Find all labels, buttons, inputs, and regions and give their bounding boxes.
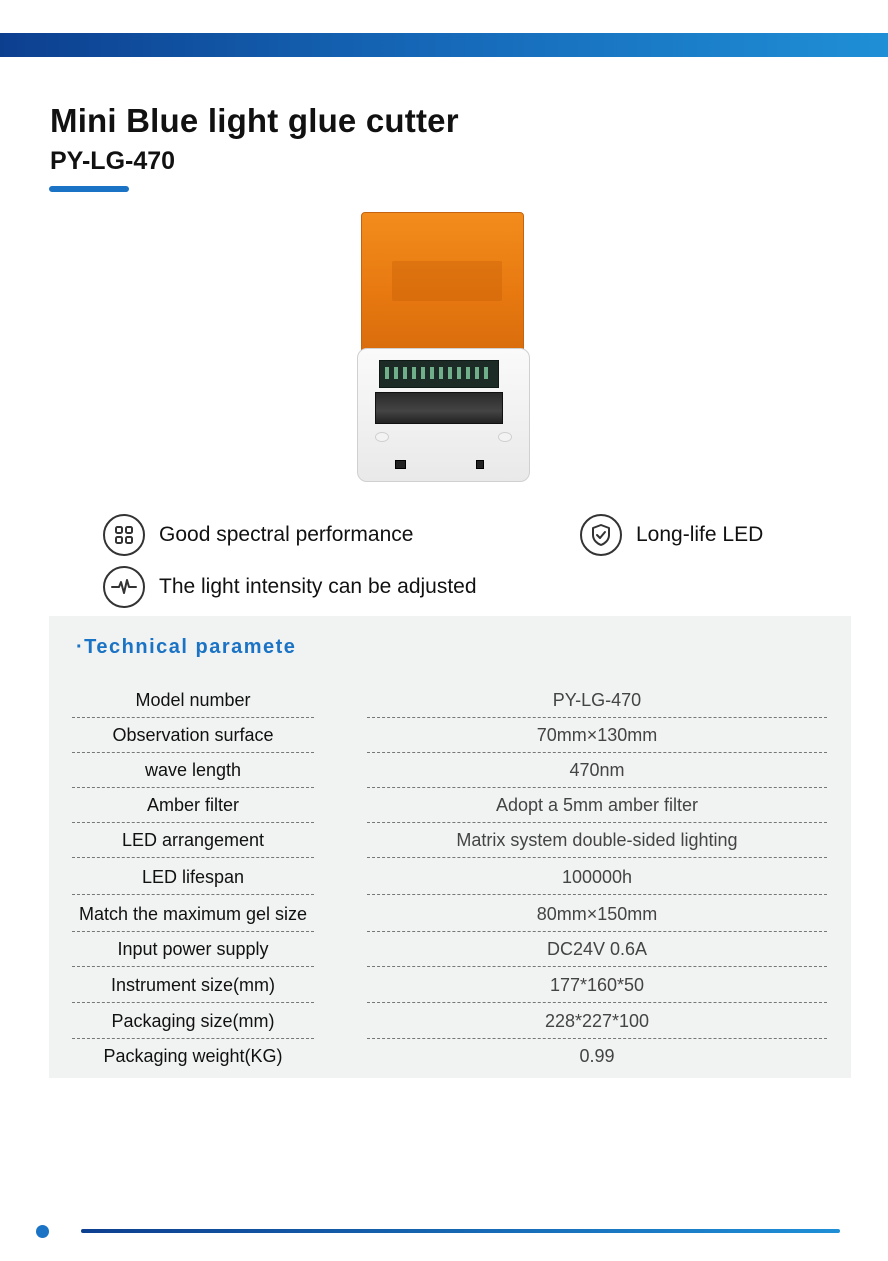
page-title: Mini Blue light glue cutter [50, 102, 459, 139]
table-row [0, 1039, 888, 1074]
model-subtitle: PY-LG-470 [50, 147, 176, 175]
spec-label: Input power supply [117, 939, 269, 959]
feature-spectral [103, 514, 413, 556]
spec-label: Packaging size(mm) [111, 1011, 275, 1031]
shield-check-icon [580, 514, 622, 556]
divider [367, 966, 827, 967]
spec-label: LED arrangement [121, 830, 265, 850]
divider [367, 1002, 827, 1003]
feature-label: Long-life LED [636, 523, 764, 546]
footer-line [81, 1229, 840, 1233]
divider [72, 1002, 314, 1003]
table-row [0, 823, 888, 858]
table-row [0, 788, 888, 823]
footer-dot [36, 1225, 49, 1238]
spec-value: Matrix system double-sided lighting [456, 830, 738, 850]
table-row [0, 683, 888, 718]
spec-value: 177*160*50 [549, 975, 645, 995]
table-row [0, 897, 888, 932]
spec-value: Adopt a 5mm amber filter [495, 795, 699, 815]
spec-value: 470nm [569, 760, 625, 780]
divider [367, 857, 827, 858]
lid-shade [392, 261, 502, 301]
feature-label: Good spectral performance [159, 523, 414, 546]
divider [367, 894, 827, 895]
viewing-glass [375, 392, 503, 424]
divider [72, 894, 314, 895]
spec-value: 228*227*100 [544, 1011, 650, 1031]
spec-value: DC24V 0.6A [546, 939, 648, 959]
table-row [0, 968, 888, 1003]
divider [72, 857, 314, 858]
title-underline [49, 186, 129, 192]
left-hinge-knob [375, 432, 389, 442]
spec-value: 80mm×150mm [536, 904, 658, 924]
feature-long-life [580, 514, 763, 556]
grid-icon [103, 514, 145, 556]
table-row [0, 1004, 888, 1039]
spec-label: Match the maximum gel size [78, 904, 308, 924]
spec-value: PY-LG-470 [552, 690, 642, 710]
divider [72, 966, 314, 967]
pulse-icon [103, 566, 145, 608]
spec-value: 0.99 [579, 1046, 615, 1066]
top-banner [0, 33, 888, 57]
right-hinge-knob [498, 432, 512, 442]
amber-lid [361, 212, 524, 354]
feature-intensity [103, 566, 477, 608]
table-row [0, 932, 888, 967]
spec-label: Amber filter [146, 795, 240, 815]
spec-label: Packaging weight(KG) [103, 1046, 283, 1066]
spec-label: wave length [144, 760, 242, 780]
feature-label: The light intensity can be adjusted [159, 575, 477, 598]
product-image [355, 210, 530, 482]
spec-section-title: ·Technical paramete [76, 636, 297, 658]
spec-label: LED lifespan [141, 867, 245, 887]
led-array [385, 367, 491, 379]
table-row [0, 753, 888, 788]
spec-value: 70mm×130mm [536, 725, 658, 745]
spec-label: Instrument size(mm) [110, 975, 276, 995]
power-switch [395, 460, 406, 469]
spec-label: Model number [135, 690, 251, 710]
table-row [0, 860, 888, 895]
spec-label: Observation surface [112, 725, 274, 745]
table-row [0, 718, 888, 753]
spec-value: 100000h [561, 867, 633, 887]
intensity-switch [476, 460, 484, 469]
